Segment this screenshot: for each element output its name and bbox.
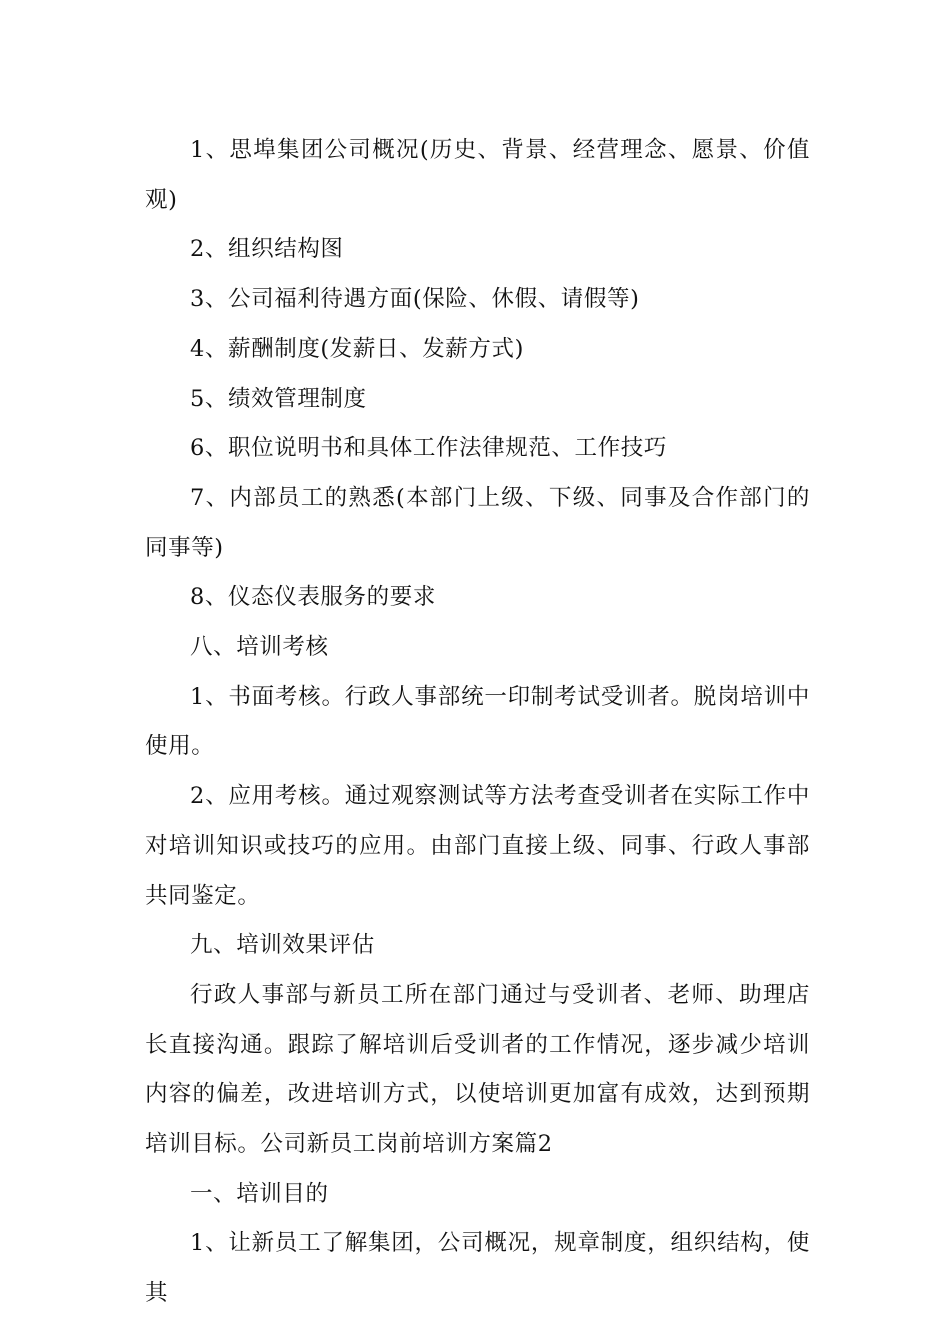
list-item-internal-staff: 7、内部员工的熟悉(本部门上级、下级、同事及合作部门的同事等) bbox=[145, 484, 810, 561]
paragraph-evaluation-body: 行政人事部与新员工所在部门通过与受训者、老师、助理店长直接沟通。跟踪了解培训后受训者的工作情况，逐步减少培训内容的偏差，改进培训方式，以使培训更加富有成效，达到预期培训目标。公司新员工岗前培训方案篇2 bbox=[145, 981, 810, 1158]
section-heading-training-assessment: 八、培训考核 bbox=[190, 634, 329, 661]
list-item-job-description: 6、职位说明书和具体工作法律规范、工作技巧 bbox=[190, 435, 667, 462]
list-item-written-assessment: 1、书面考核。行政人事部统一印制考试受训者。脱岗培训中使用。 bbox=[145, 683, 810, 760]
list-item-appearance-requirements: 8、仪态仪表服务的要求 bbox=[190, 584, 436, 611]
list-item-org-chart: 2、组织结构图 bbox=[190, 236, 344, 263]
list-item-performance-management: 5、绩效管理制度 bbox=[190, 385, 367, 412]
section-heading-training-evaluation: 九、培训效果评估 bbox=[190, 932, 375, 959]
list-item-salary-system: 4、薪酬制度(发薪日、发薪方式) bbox=[190, 335, 524, 362]
list-item-company-overview: 1、思埠集团公司概况(历史、背景、经营理念、愿景、价值观) bbox=[145, 137, 810, 213]
document-body bbox=[145, 126, 810, 1319]
section-heading-training-purpose: 一、培训目的 bbox=[190, 1180, 329, 1207]
list-item-purpose-1: 1、让新员工了解集团，公司概况，规章制度，组织结构，使其 bbox=[145, 1230, 810, 1307]
list-item-benefits: 3、公司福利待遇方面(保险、休假、请假等) bbox=[190, 286, 640, 313]
list-item-applied-assessment: 2、应用考核。通过观察测试等方法考查受训者在实际工作中对培训知识或技巧的应用。由部门直接上级、同事、行政人事部共同鉴定。 bbox=[145, 783, 810, 909]
